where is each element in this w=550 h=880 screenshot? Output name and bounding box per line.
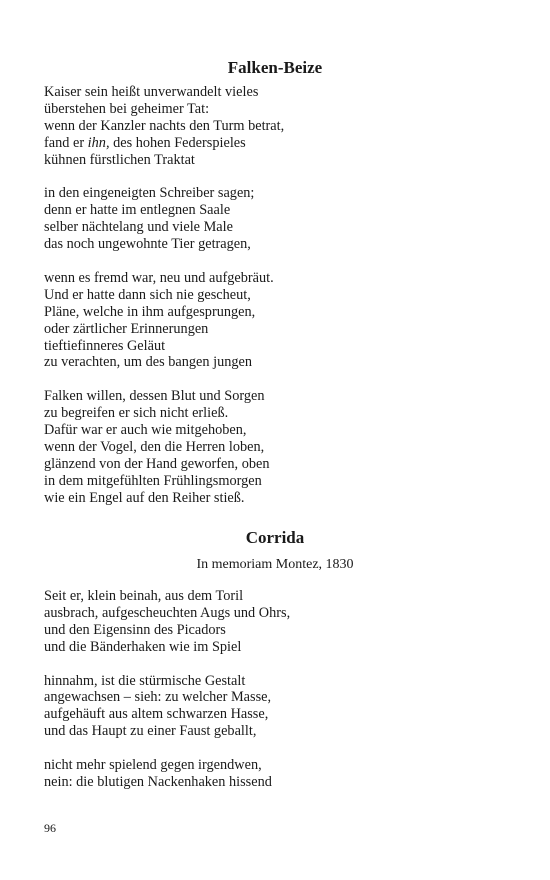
poem-line: hinnahm, ist die stürmische Gestalt: [44, 672, 246, 689]
poem-line: wenn es fremd war, neu und aufgebräut.: [44, 269, 274, 286]
poem-line: denn er hatte im entlegnen Saale: [44, 202, 231, 219]
stanza: [44, 588, 514, 656]
poem-line: Und er hatte dann sich nie gescheut,: [44, 286, 251, 303]
poem-line: Dafür war er auch wie mitgehoben,: [44, 422, 247, 439]
poem-line: und das Haupt zu einer Faust geballt,: [44, 723, 257, 740]
stanza: [44, 757, 514, 791]
poem-line: und den Eigensinn des Picadors: [44, 621, 226, 638]
poem-line: nicht mehr spielend gegen irgendwen,: [44, 757, 262, 774]
poem-line: das noch ungewohnte Tier getragen,: [44, 236, 251, 253]
poem-line: ausbrach, aufgescheuchten Augs und Ohrs,: [44, 604, 291, 621]
stanza: [44, 84, 514, 169]
stanza: [44, 185, 514, 253]
poem-dedication: [0, 556, 550, 574]
poem-line: zu verachten, um des bangen jungen: [44, 354, 253, 371]
page-number: 96: [44, 821, 56, 835]
poem-line: selber nächtelang und viele Male: [44, 219, 233, 236]
stanza: [44, 673, 514, 741]
poem-line: in den eingeneigten Schreiber sagen;: [44, 185, 255, 202]
poem-line: kühnen fürstlichen Traktat: [44, 151, 195, 168]
poem-line: in dem mitgefühlten Frühlingsmorgen: [44, 472, 262, 489]
poem-line: Pläne, welche in ihm aufgesprungen,: [44, 303, 256, 320]
poem-falken-beize: [44, 84, 514, 507]
poem-title-falken-beize: [0, 58, 550, 78]
poem-line: wenn der Vogel, den die Herren loben,: [44, 438, 265, 455]
poem-title-corrida: [0, 528, 550, 548]
poem-corrida: [44, 588, 514, 791]
poem-line: aufgehäuft aus altem schwarzen Hasse,: [44, 706, 269, 723]
poem-line: Falken willen, dessen Blut und Sorgen: [44, 388, 265, 405]
poem-title-text: Falken-Beize: [227, 58, 323, 77]
poem-line: glänzend von der Hand geworfen, oben: [44, 455, 270, 472]
poem-line: tieftiefinneres Geläut: [44, 337, 166, 354]
poem-line: angewachsen – sieh: zu welcher Masse,: [44, 689, 272, 706]
poem-line: wie ein Engel auf den Reiher stieß.: [44, 489, 245, 506]
poem-line: Seit er, klein beinah, aus dem Toril: [44, 588, 244, 604]
poem-line: nein: die blutigen Nackenhaken hissend: [44, 773, 272, 790]
poem-line: Kaiser sein heißt unverwandelt vieles: [44, 84, 259, 100]
stanza: [44, 388, 514, 506]
poem-line: fand er ihn, des hohen Federspieles: [44, 134, 246, 151]
poem-line: und die Bänderhaken wie im Spiel: [44, 638, 242, 655]
poem-title-text: Corrida: [245, 528, 305, 547]
poem-line: wenn der Kanzler nachts den Turm betrat,: [44, 117, 285, 134]
emphasis: ihn,: [87, 134, 110, 151]
poem-line: oder zärtlicher Erinnerungen: [44, 320, 209, 337]
poem-line: überstehen bei geheimer Tat:: [44, 100, 210, 117]
stanza: [44, 270, 514, 371]
dedication-text: In memoriam Montez, 1830: [196, 557, 354, 572]
poem-line: zu begreifen er sich nicht erließ.: [44, 405, 229, 422]
